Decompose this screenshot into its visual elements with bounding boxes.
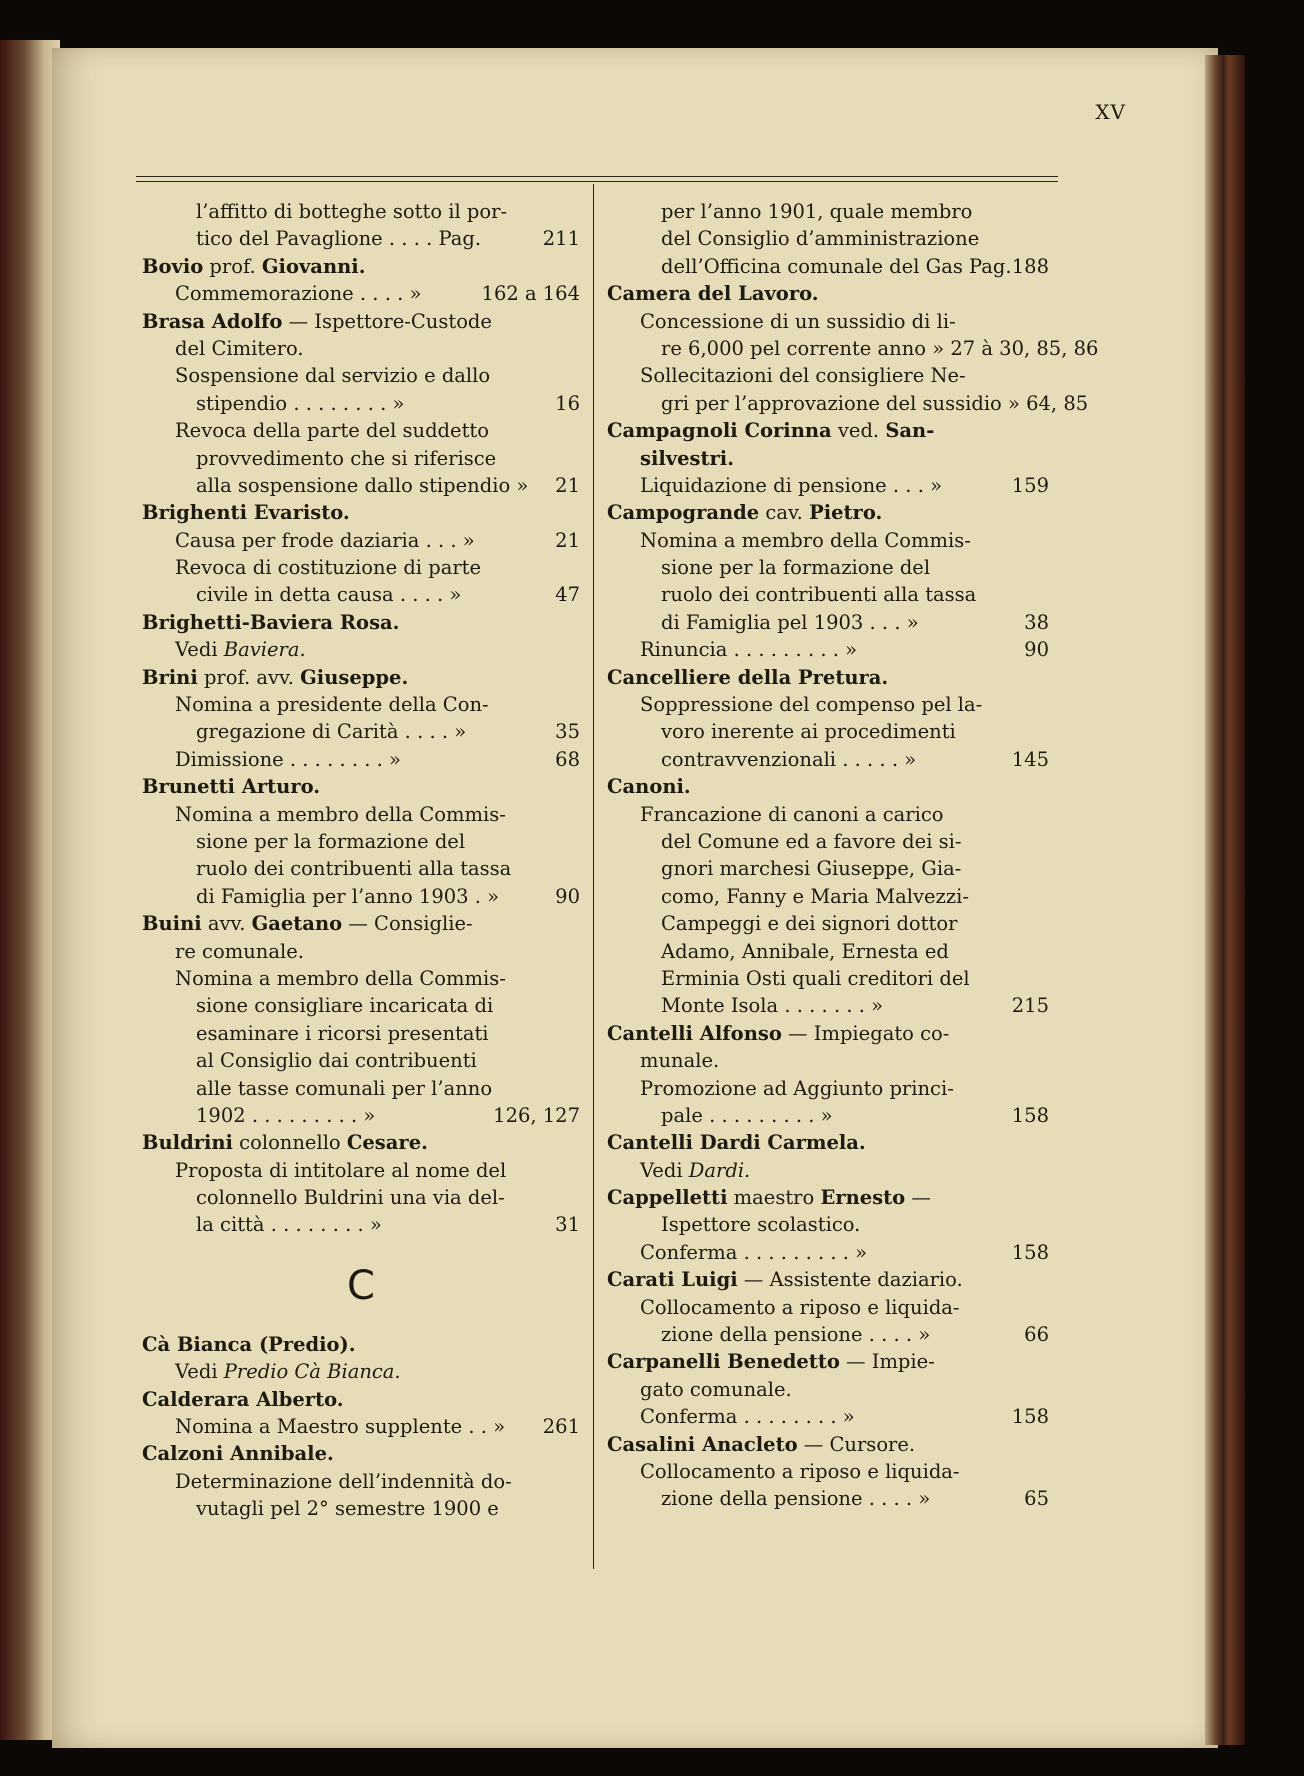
header-rule-bottom xyxy=(136,181,1058,182)
index-entry-line xyxy=(142,1495,580,1522)
entry-text: Francazione di canoni a carico xyxy=(640,802,944,826)
entry-text: ruolo dei contribuenti alla tassa xyxy=(196,857,512,881)
entry-text: alle tasse comunali per l’anno xyxy=(196,1076,493,1100)
index-entry-heading xyxy=(607,417,1049,444)
index-entry-line xyxy=(607,308,1049,335)
entry-text: alla sospensione dallo stipendio » xyxy=(196,473,529,497)
entry-name: Buini xyxy=(142,912,202,936)
index-entry-line xyxy=(142,390,580,417)
entry-text: Nomina a membro della Commis- xyxy=(175,802,506,826)
entry-text: Rinuncia . . . . . . . . . » xyxy=(640,638,858,662)
index-entry-line xyxy=(607,1075,1049,1102)
entry-name: Cesare. xyxy=(346,1131,428,1155)
entry-text: del Comune ed a favore dei si- xyxy=(661,829,962,853)
entry-text: contravvenzionali . . . . . » xyxy=(661,747,917,771)
index-column-left xyxy=(142,198,580,1523)
index-entry-line xyxy=(607,1211,1049,1238)
index-entry-line xyxy=(607,225,1049,252)
entry-text: sione per la formazione del xyxy=(196,829,466,853)
index-entry-line xyxy=(142,992,580,1019)
index-entry-heading xyxy=(607,664,1049,691)
entry-name: Buldrini xyxy=(142,1131,233,1155)
index-entry-line xyxy=(607,1376,1049,1403)
index-entry-line xyxy=(607,472,1049,499)
index-entry-line xyxy=(607,554,1049,581)
index-entry-line xyxy=(607,828,1049,855)
page-reference: 47 xyxy=(555,583,580,607)
entry-reference: Dardi. xyxy=(688,1158,751,1182)
entry-text: ruolo dei contribuenti alla tassa xyxy=(661,583,977,607)
entry-text: gato comunale. xyxy=(640,1377,792,1401)
page-reference: 65 xyxy=(1024,1487,1049,1511)
index-entry-heading xyxy=(607,1129,1049,1156)
entry-text: civile in detta causa . . . . » xyxy=(196,583,462,607)
index-entry-line xyxy=(607,855,1049,882)
entry-name: Cancelliere della Pretura. xyxy=(607,665,889,689)
index-entry-line xyxy=(142,746,580,773)
index-entry-heading xyxy=(142,773,580,800)
index-column-right xyxy=(607,198,1099,1513)
page-reference: 211 xyxy=(542,227,580,251)
index-entry-line xyxy=(142,1211,580,1238)
entry-name: Camera del Lavoro. xyxy=(607,282,819,306)
index-entry-line xyxy=(607,1047,1049,1074)
entry-name: Carpanelli Benedetto xyxy=(607,1350,840,1374)
entry-title: cav. xyxy=(759,501,810,525)
index-entry-line xyxy=(607,691,1049,718)
entry-text: gnori marchesi Giuseppe, Gia- xyxy=(661,857,962,881)
entry-name: Brasa Adolfo xyxy=(142,309,283,333)
page-reference: 16 xyxy=(555,391,580,415)
entry-title: — Assistente daziario. xyxy=(737,1268,963,1292)
index-entry-line xyxy=(142,1157,580,1184)
page-reference: 162 a 164 xyxy=(481,282,580,306)
index-entry-line xyxy=(142,938,580,965)
entry-text: Vedi xyxy=(640,1158,689,1182)
index-entry-line xyxy=(142,1075,580,1102)
entry-text: Vedi xyxy=(175,638,224,662)
entry-title: — Impie- xyxy=(839,1350,935,1374)
entry-text: Nomina a Maestro supplente . . » xyxy=(175,1415,506,1439)
entry-text: del Consiglio d’amministrazione xyxy=(661,227,980,251)
entry-text: pale . . . . . . . . . » xyxy=(661,1103,833,1127)
entry-text: tico del Pavaglione . . . . Pag. xyxy=(196,227,482,251)
index-entry-line xyxy=(607,1102,1049,1129)
index-entry-heading xyxy=(607,1020,1049,1047)
entry-title: — Impiegato co- xyxy=(781,1021,950,1045)
page-reference: 159 xyxy=(1011,473,1049,497)
index-entry-line xyxy=(142,1047,580,1074)
entry-text: zione della pensione . . . . » xyxy=(661,1323,931,1347)
index-entry-heading xyxy=(607,1266,1049,1293)
index-entry-line xyxy=(607,1485,1049,1512)
entry-text: Nomina a membro della Commis- xyxy=(640,528,971,552)
index-entry-line xyxy=(607,718,1049,745)
entry-text: gri per l’approvazione del sussidio » 64, 85 xyxy=(661,391,1089,415)
index-entry-heading xyxy=(142,1440,580,1467)
entry-name: Carati Luigi xyxy=(607,1268,738,1292)
entry-text: l’affitto di botteghe sotto il por- xyxy=(196,200,508,223)
entry-title: avv. xyxy=(201,912,252,936)
index-entry-line xyxy=(142,1020,580,1047)
index-entry-line xyxy=(142,554,580,581)
entry-name: Cappelletti xyxy=(607,1186,728,1210)
index-entry-line xyxy=(142,362,580,389)
index-entry-line xyxy=(142,280,580,307)
index-entry-heading xyxy=(607,1348,1049,1375)
entry-text: Conferma . . . . . . . . . » xyxy=(640,1240,868,1264)
page-number: XV xyxy=(1095,100,1126,124)
index-entry-line xyxy=(142,855,580,882)
entry-text: stipendio . . . . . . . . » xyxy=(196,391,405,415)
entry-name: Brunetti Arturo. xyxy=(142,775,321,799)
entry-text: munale. xyxy=(640,1049,720,1073)
header-rule-top xyxy=(136,176,1058,177)
entry-title: — xyxy=(905,1186,931,1210)
index-entry-line xyxy=(142,1413,580,1440)
index-entry-line xyxy=(142,828,580,855)
entry-name: Cantelli Alfonso xyxy=(607,1021,782,1045)
index-entry-line xyxy=(142,335,580,362)
entry-name: Campagnoli Corinna xyxy=(607,419,832,443)
index-entry-line xyxy=(142,581,580,608)
entry-text: zione della pensione . . . . » xyxy=(661,1487,931,1511)
index-entry-line xyxy=(142,636,580,663)
index-entry-line xyxy=(142,527,580,554)
entry-name: Calderara Alberto. xyxy=(142,1387,344,1411)
index-entry-heading xyxy=(607,773,1049,800)
entry-text: Collocamento a riposo e liquida- xyxy=(640,1295,960,1319)
entry-text: Commemorazione . . . . » xyxy=(175,282,422,306)
index-entry-line xyxy=(607,1157,1049,1184)
entry-text: 1902 . . . . . . . . . » xyxy=(196,1103,376,1127)
page-reference: 66 xyxy=(1024,1323,1049,1347)
page-reference: 158 xyxy=(1011,1405,1049,1429)
index-entry-heading xyxy=(142,499,580,526)
index-entry-line xyxy=(607,581,1049,608)
entry-text: como, Fanny e Maria Malvezzi- xyxy=(661,884,969,908)
entry-text: del Cimitero. xyxy=(175,336,304,360)
entry-text: esaminare i ricorsi presentati xyxy=(196,1021,489,1045)
entry-text: di Famiglia per l’anno 1903 . » xyxy=(196,884,500,908)
entry-text: Revoca della parte del suddetto xyxy=(175,419,489,443)
entry-text: Collocamento a riposo e liquida- xyxy=(640,1459,960,1483)
page-reference: 126, 127 xyxy=(493,1103,580,1127)
index-entry-line xyxy=(607,1294,1049,1321)
entry-text: Revoca di costituzione di parte xyxy=(175,556,482,580)
index-entry-line xyxy=(607,1239,1049,1266)
index-entry-line xyxy=(607,965,1049,992)
entry-text: provvedimento che si riferisce xyxy=(196,446,497,470)
index-entry-line xyxy=(142,965,580,992)
entry-text: Conferma . . . . . . . . » xyxy=(640,1405,855,1429)
entry-text: sione per la formazione del xyxy=(661,556,931,580)
entry-text: Concessione di un sussidio di li- xyxy=(640,309,956,333)
index-entry-line xyxy=(142,1468,580,1495)
page-reference: 158 xyxy=(1011,1240,1049,1264)
index-entry-line xyxy=(607,390,1089,417)
index-entry-heading xyxy=(607,1184,1049,1211)
entry-name: Giuseppe. xyxy=(300,665,409,689)
page-reference: 188 xyxy=(1011,254,1049,278)
index-entry-line xyxy=(607,253,1049,280)
index-entry-line xyxy=(142,1184,580,1211)
index-entry-line xyxy=(142,417,580,444)
entry-text: Monte Isola . . . . . . . » xyxy=(661,994,884,1018)
page-reference: 21 xyxy=(555,528,580,552)
entry-text: Adamo, Annibale, Ernesta ed xyxy=(661,939,949,963)
entry-title: prof. xyxy=(203,254,262,278)
entry-title: — Ispettore-Custode xyxy=(282,309,492,333)
entry-title: maestro xyxy=(727,1186,821,1210)
index-entry-line xyxy=(142,1102,580,1129)
entry-text: Determinazione dell’indennità do- xyxy=(175,1469,512,1493)
entry-name: Canoni. xyxy=(607,775,691,799)
entry-name: Bovio xyxy=(142,254,204,278)
facing-page-edge xyxy=(0,40,60,1740)
index-entry-line xyxy=(142,472,580,499)
entry-title: — Consiglie- xyxy=(342,912,473,936)
index-entry-line xyxy=(142,225,580,252)
entry-text: Promozione ad Aggiunto princi- xyxy=(640,1076,954,1100)
index-entry-line xyxy=(142,198,580,225)
index-entry-line xyxy=(607,746,1049,773)
page-reference: 261 xyxy=(542,1415,580,1439)
index-entry-line xyxy=(607,801,1049,828)
index-entry-line xyxy=(142,445,580,472)
entry-text: la città . . . . . . . . » xyxy=(196,1213,382,1237)
entry-text: sione consigliare incaricata di xyxy=(196,994,494,1018)
entry-text: Nomina a presidente della Con- xyxy=(175,693,489,717)
entry-text: Erminia Osti quali creditori del xyxy=(661,966,970,990)
entry-text: al Consiglio dai contribuenti xyxy=(196,1049,477,1073)
page-reference: 158 xyxy=(1011,1103,1049,1127)
index-entry-heading xyxy=(142,1129,580,1156)
entry-text: Sollecitazioni del consigliere Ne- xyxy=(640,364,966,388)
index-entry-line xyxy=(607,1458,1049,1485)
index-entry-heading xyxy=(607,499,1049,526)
entry-name: Ernesto xyxy=(820,1186,906,1210)
entry-title: colonnello xyxy=(232,1131,347,1155)
entry-name: Gaetano xyxy=(251,912,343,936)
entry-text: vutagli pel 2° semestre 1900 e xyxy=(196,1497,499,1521)
entry-text: Dimissione . . . . . . . . » xyxy=(175,747,401,771)
entry-name: Brini xyxy=(142,665,198,689)
index-entry-heading xyxy=(142,910,580,937)
page-reference: 90 xyxy=(555,884,580,908)
section-letter: C xyxy=(347,1262,375,1309)
entry-text: Nomina a membro della Commis- xyxy=(175,966,506,990)
index-entry-line xyxy=(607,445,1049,472)
entry-text: Vedi xyxy=(175,1360,224,1384)
entry-name: Cà Bianca (Predio). xyxy=(142,1332,356,1356)
index-entry-line xyxy=(142,801,580,828)
entry-name: Casalini Anacleto xyxy=(607,1432,798,1456)
entry-name: Pietro. xyxy=(809,501,883,525)
index-entry-line xyxy=(607,527,1049,554)
index-entry-line xyxy=(607,910,1049,937)
index-entry-heading xyxy=(607,1431,1049,1458)
entry-title: prof. avv. xyxy=(197,665,301,689)
entry-name: silvestri. xyxy=(640,446,734,470)
index-entry-line xyxy=(607,992,1049,1019)
entry-text: per l’anno 1901, quale membro xyxy=(661,200,973,223)
column-divider xyxy=(593,184,594,1569)
entry-name: Calzoni Annibale. xyxy=(142,1442,334,1466)
entry-text: Sospensione dal servizio e dallo xyxy=(175,364,491,388)
page-reference: 35 xyxy=(555,720,580,744)
index-entry-line xyxy=(142,1358,580,1385)
index-entry-heading xyxy=(142,1331,580,1358)
index-entry-line xyxy=(607,1321,1049,1348)
entry-title: — Cursore. xyxy=(797,1432,916,1456)
index-entry-line xyxy=(607,938,1049,965)
page-reference: 145 xyxy=(1011,747,1049,771)
entry-name: Campogrande xyxy=(607,501,760,525)
index-entry-line xyxy=(607,335,1099,362)
index-entry-line xyxy=(607,198,1049,225)
index-entry-line xyxy=(607,636,1049,663)
book-spine-edge xyxy=(1205,55,1245,1745)
entry-name: Brighetti-Baviera Rosa. xyxy=(142,610,400,634)
index-entry-line xyxy=(142,883,580,910)
entry-text: Causa per frode daziaria . . . » xyxy=(175,528,475,552)
index-entry-line xyxy=(142,718,580,745)
entry-text: re comunale. xyxy=(175,939,304,963)
entry-text: Soppressione del compenso pel la- xyxy=(640,693,983,717)
page-reference: 21 xyxy=(555,473,580,497)
entry-text: dell’Officina comunale del Gas Pag. xyxy=(661,254,1012,278)
page-reference: 38 xyxy=(1024,610,1049,634)
index-entry-heading xyxy=(142,253,580,280)
page-reference: 31 xyxy=(555,1213,580,1237)
index-entry-line xyxy=(607,609,1049,636)
entry-text: di Famiglia pel 1903 . . . » xyxy=(661,610,919,634)
index-entry-line xyxy=(607,362,1049,389)
entry-reference: Predio Cà Bianca. xyxy=(223,1360,401,1384)
entry-text: colonnello Buldrini una via del- xyxy=(196,1186,505,1210)
index-entry-heading xyxy=(142,609,580,636)
entry-text: re 6,000 pel corrente anno » 27 à 30, 85, 86 xyxy=(661,336,1099,360)
entry-text: gregazione di Carità . . . . » xyxy=(196,720,467,744)
entry-text: Ispettore scolastico. xyxy=(661,1213,861,1237)
index-entry-line xyxy=(142,691,580,718)
index-entry-heading xyxy=(607,280,1049,307)
index-entry-heading xyxy=(142,308,580,335)
entry-title: ved. xyxy=(831,419,886,443)
page-reference: 68 xyxy=(555,747,580,771)
page-reference: 90 xyxy=(1024,638,1049,662)
entry-text: Liquidazione di pensione . . . » xyxy=(640,473,943,497)
page-reference: 215 xyxy=(1011,994,1049,1018)
index-entry-heading xyxy=(142,1386,580,1413)
entry-name: Brighenti Evaristo. xyxy=(142,501,350,525)
entry-reference: Baviera. xyxy=(223,638,306,662)
entry-name: San- xyxy=(885,419,935,443)
index-entry-line xyxy=(607,1403,1049,1430)
entry-text: Campeggi e dei signori dottor xyxy=(661,912,958,936)
entry-text: voro inerente ai procedimenti xyxy=(661,720,956,744)
entry-name: Giovanni. xyxy=(261,254,366,278)
index-entry-line xyxy=(607,883,1049,910)
entry-text: Proposta di intitolare al nome del xyxy=(175,1158,507,1182)
index-entry-heading xyxy=(142,664,580,691)
entry-name: Cantelli Dardi Carmela. xyxy=(607,1131,866,1155)
